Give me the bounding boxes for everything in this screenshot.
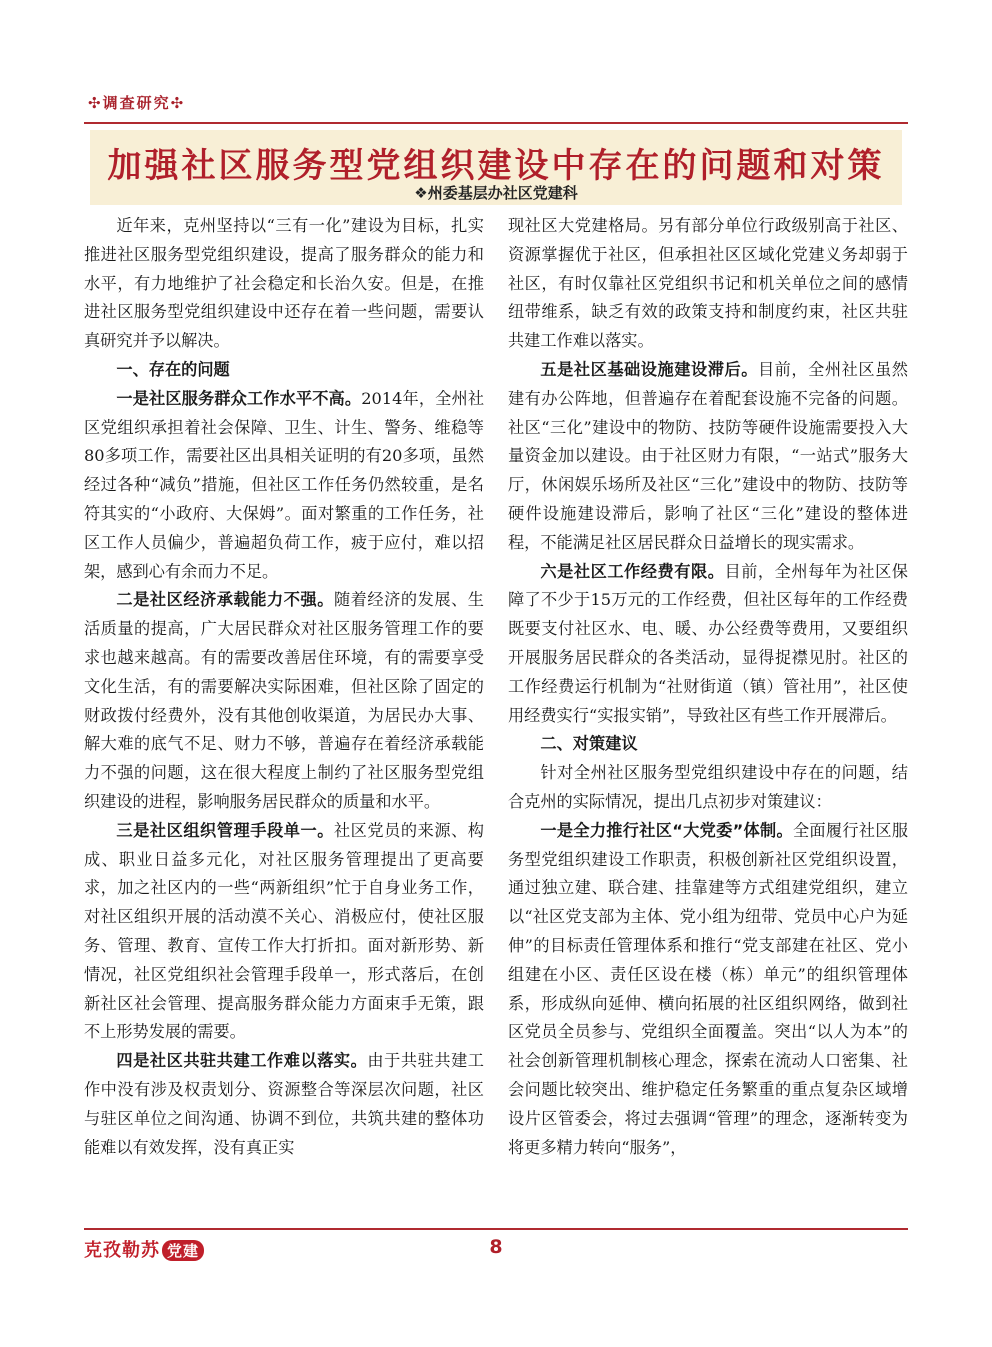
body-paragraph	[84, 385, 484, 587]
paragraph-lead: 三是社区组织管理手段单一。	[116, 820, 334, 840]
logo-badge: 党建	[162, 1240, 204, 1261]
body-paragraph	[84, 586, 484, 816]
section-heading	[508, 730, 908, 759]
body-paragraph	[84, 817, 484, 1047]
section-tag: ✣调查研究✣	[88, 94, 186, 112]
body-paragraph	[508, 817, 908, 1163]
paragraph-lead: 四是社区共驻共建工作难以落实。	[116, 1051, 368, 1071]
paragraph-lead: 六是社区工作经费有限。	[540, 561, 725, 581]
paragraph-lead: 一是社区服务群众工作水平不高。	[116, 388, 362, 408]
paragraph-text: 随着经济的发展、生活质量的提高，广大居民群众对社区服务管理工作的要求也越来越高。有的需要改善居住环境，有的需要享受文化生活，有的需要解决实际困难，但社区除了固定的财政拨付经费外，没有其他创收渠道，为居民办大事、解大难的底气不足、财力不够，普遍存在着经济承载能力不强的问题，这在很大程度上制约了社区服务型党组织建设的进程，影响服务居民群众的质量和水平。	[84, 590, 484, 811]
body-paragraph	[84, 1047, 484, 1162]
paragraph-lead: 五是社区基础设施建设滞后。	[540, 359, 758, 379]
section-heading	[84, 356, 484, 385]
paragraph-text: 现社区大党建格局。另有部分单位行政级别高于社区、资源掌握优于社区，但承担社区区域化党建义务却弱于社区，有时仅靠社区党组织书记和机关单位之间的感情纽带维系，缺乏有效的政策支持和制度约束，社区共驻共建工作难以落实。	[508, 216, 908, 351]
title-band	[90, 130, 902, 205]
paragraph-text: 由于共驻共建工作中没有涉及权责划分、资源整合等深层次问题，社区与驻区单位之间沟通、协调不到位，共筑共建的整体功能难以有效发挥，没有真正实	[84, 1051, 484, 1157]
heading-text: 一、存在的问题	[116, 359, 230, 379]
paragraph-text: 目前，全州社区虽然建有办公阵地，但普遍存在着配套设施不完备的问题。社区“三化”建设中的物防、技防等硬件设施需要投入大量资金加以建设。由于社区财力有限，“一站式”服务大厅，休闲娱乐场所及社区“三化”建设中的物防、技防等硬件设施建设滞后，影响了社区“三化”建设的整体进程，不能满足社区居民群众日益增长的现实需求。	[508, 359, 908, 552]
body-paragraph	[508, 356, 908, 558]
page-number: 8	[489, 1236, 503, 1258]
top-divider	[84, 122, 908, 124]
paragraph-lead: 一是全力推行社区“大党委”体制。	[540, 820, 793, 840]
body-paragraph	[84, 212, 484, 356]
paragraph-text: 近年来，克州坚持以“三有一化”建设为目标，扎实推进社区服务型党组织建设，提高了服务群众的能力和水平，有力地维护了社会稳定和长治久安。但是，在推进社区服务型党组织建设中还存在着一些问题，需要认真研究并予以解决。	[84, 216, 484, 351]
body-paragraph	[508, 759, 908, 817]
article-author: ❖州委基层办社区党建科	[414, 184, 578, 202]
paragraph-text: 全面履行社区服务型党组织建设工作职责，积极创新社区党组织设置，通过独立建、联合建、挂靠建等方式组建党组织，建立以“社区党支部为主体、党小组为纽带、党员中心户为延伸”的目标责任管理体系和推行“党支部建在社区、党小组建在小区、责任区设在楼（栋）单元”的组织管理体系，形成纵向延伸、横向拓展的社区组织网络，做到社区党员全员参与、党组织全面覆盖。突出“以人为本”的社会创新管理机制核心理念，探索在流动人口密集、社会问题比较突出、维护稳定任务繁重的重点复杂区域增设片区管委会，将过去强调“管理”的理念，逐渐转变为将更多精力转向“服务”，	[508, 820, 909, 1157]
heading-text: 二、对策建议	[540, 734, 638, 754]
article-title: 加强社区服务型党组织建设中存在的问题和对策	[107, 146, 885, 186]
logo-text: 克孜勒苏	[84, 1240, 160, 1261]
bottom-divider	[84, 1228, 908, 1230]
right-column	[508, 212, 908, 1162]
paragraph-lead: 二是社区经济承载能力不强。	[116, 590, 334, 610]
left-column	[84, 212, 484, 1162]
paragraph-text: 2014年，全州社区党组织承担着社会保障、卫生、计生、警务、维稳等80多项工作，需要社区出具相关证明的有20多项，虽然经过各种“减负”措施，但社区工作任务仍然较重，是名符其实的“小政府、大保姆”。面对繁重的工作任务，社区工作人员偏少，普遍超负荷工作，疲于应付，难以招架，感到心有余而力不足。	[84, 388, 485, 581]
paragraph-text: 社区党员的来源、构成、职业日益多元化，对社区服务管理提出了更高要求，加之社区内的一些“两新组织”忙于自身业务工作，对社区组织开展的活动漠不关心、消极应付，使社区服务、管理、教育、宣传工作大打折扣。面对新形势、新情况，社区党组织社会管理手段单一，形式落后，在创新社区社会管理、提高服务群众能力方面束手无策，跟不上形势发展的需要。	[84, 820, 484, 1042]
body-paragraph	[508, 558, 908, 731]
paragraph-text: 针对全州社区服务型党组织建设中存在的问题，结合克州的实际情况，提出几点初步对策建议：	[508, 763, 908, 811]
paragraph-text: 目前，全州每年为社区保障了不少于15万元的工作经费，但社区每年的工作经费既要支付社区水、电、暖、办公经费等费用，又要组织开展服务居民群众的各类活动，显得捉襟见肘。社区的工作经费运行机制为“社财街道（镇）管社用”，社区使用经费实行“实报实销”，导致社区有些工作开展滞后。	[508, 561, 908, 725]
body-paragraph	[508, 212, 908, 356]
